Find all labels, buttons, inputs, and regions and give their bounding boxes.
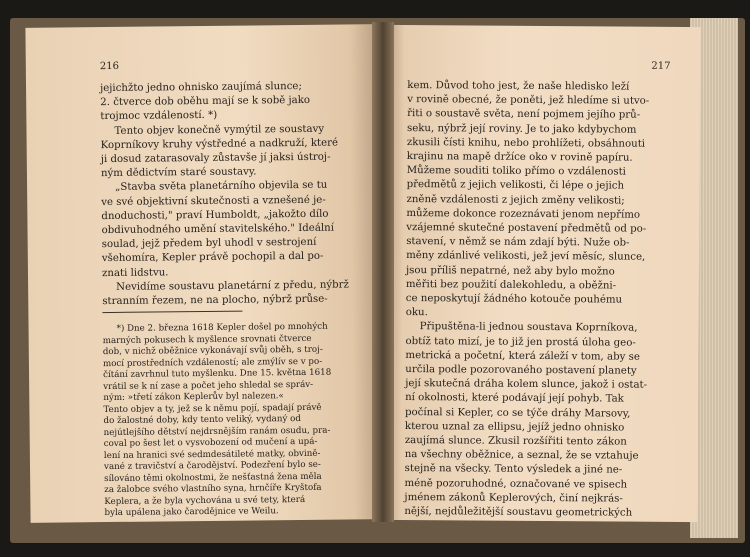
text-line: Můžeme souditi toliko přímo o vzdálenosti — [406, 165, 626, 178]
text-line: seku, nýbrž její roviny. Je to jako kdybychom — [406, 122, 637, 136]
left-page — [25, 24, 382, 523]
footnote-line: nejútlejšího dětství nejdrsnějším ranám osudu, pra- — [103, 425, 331, 438]
text-line: oku. — [405, 307, 428, 319]
footnote-line: vrátil se k ní zase a počet jeho shledal se správ- — [103, 379, 314, 392]
text-line: ji dosud zatarasovaly zůstavše jí jaksi ústroj- — [100, 151, 331, 166]
footnote-line: dob, v nichž oběžnice vykonávají svůj oběh, s troj- — [102, 344, 323, 358]
text-line: určila podle pozorovaného postavení planety — [405, 364, 637, 377]
left-page-number: 216 — [99, 60, 119, 73]
footnote-line: za žalobce svého vlastního syna, hrnčíře Kryštofa — [104, 482, 322, 496]
text-line: jsou příliš nepatrné, než aby bylo možno — [405, 264, 615, 278]
footnote-line: marných pokusech k myšlence srovnati čtverce — [102, 333, 312, 346]
text-line: vzájemné skutečné postavení předmětů od po- — [406, 222, 647, 235]
text-line: Nevidíme soustavu planetární z předu, nýbrž — [116, 279, 349, 293]
text-line: měřiti bez použití dalekohledu, a oběžni- — [405, 278, 617, 292]
text-line: všehomíra, Kepler právě pochopil a dal po- — [101, 251, 324, 265]
text-line: „Stavba světa planetárního objevila se tu — [115, 180, 328, 194]
footnote-line: Keplera, a že byla vychována u své tety, která — [104, 494, 306, 507]
footnote-line: do žalostné doby, kdy tento veliký, vydaný od — [103, 413, 301, 427]
text-line: metrická a početní, která záleží v tom, aby se — [405, 349, 640, 363]
text-line: kterou uznal za ellipsu, jejíž jedno ohnisko — [404, 420, 625, 434]
text-line: Koprníkovy kruhy výstředné a nadkruží, které — [100, 137, 339, 151]
footnote-line: ným: »třetí zákon Keplerův byl nalezen.« — [103, 391, 284, 404]
footnote-line: byla upálena jako čarodějnice ve Weilu. — [104, 506, 279, 519]
text-line: řiti o soustavě světa, není pojmem jejího prů- — [407, 108, 641, 122]
left-body-text — [100, 79, 364, 309]
text-line: měny zdánlivé velikosti, jež jeví měsíc, slunce, — [406, 250, 646, 264]
text-line: stranním řezem, ne na plocho, nýbrž průse- — [102, 293, 328, 308]
text-line: ce neposkytují žádného kotouče pouhému — [405, 293, 623, 306]
text-line: obdivuhodného umění stavitelského." Ideální — [101, 222, 335, 237]
text-line: jménem zákonů Keplerových, činí nejkrás- — [404, 491, 623, 505]
text-line: počínal si Kepler, co se týče dráhy Marsovy, — [404, 406, 631, 420]
text-line: jejichžto jedno ohnisko zaujímá slunce; — [100, 80, 302, 95]
footnote-line: lení na hranici své sedmdesátileté matky, obvině- — [103, 448, 321, 461]
text-line: obtíž tato mizí, je to již jen prostá úloha geo- — [405, 335, 636, 349]
right-page-number: 217 — [651, 60, 671, 72]
text-line: Připuštěna-li jednou soustava Koprníkova, — [419, 321, 638, 335]
footnote-text — [103, 321, 367, 519]
text-line: 2. čtverce dob oběhu mají se k sobě jako — [100, 95, 311, 109]
footnote-line: čítání zavrhnul tuto myšlenku. Dne 15. května 1618 — [103, 367, 332, 381]
text-line: zněně vzdálenosti z jejich změny velikosti; — [406, 193, 625, 207]
footnote-rule — [102, 311, 242, 313]
text-line: kem. Důvod toho jest, že naše hledisko leží — [407, 80, 630, 93]
footnote-line: coval po šest let o vysvobození od mučení a upá- — [103, 436, 318, 450]
text-line: ní okolnosti, které podávají její pohyb. Tak — [405, 392, 624, 406]
book-gutter — [372, 22, 394, 522]
right-page — [382, 25, 700, 522]
text-line: soulad, jejž předem byl uhodl v sestrojení — [101, 237, 317, 251]
text-line: dnoduchosti," praví Humboldt, „jakožto dílo — [101, 208, 329, 222]
text-line: zkusili čísti knihu, nebo prohlížeti, obsáhnouti — [406, 136, 646, 150]
text-line: stejně na všecky. Tento výsledek a jiné ne- — [404, 463, 623, 477]
text-line: předmětů z jejich velikosti, či lépe o jejich — [406, 179, 625, 192]
text-line: krajinu na mapě držíce oko v rovině papíru. — [406, 151, 633, 164]
text-line: v rovině obecné, že poněti, jež hledíme si utvo- — [407, 94, 650, 107]
text-line: znati lidstvu. — [101, 267, 169, 279]
text-line: nější, nejdůležitější soustavu geometrických — [404, 506, 633, 519]
text-line: zaujímá slunce. Zkusil rozšířiti tento zákon — [404, 435, 627, 448]
footnote-line: Tento objev a ty, jež se k němu pojí, spadají právě — [103, 402, 322, 415]
text-line: její skutečná dráha kolem slunce, jakož i ostat- — [405, 378, 648, 392]
text-line: na všechny oběžnice, a seznal, že se vztahuje — [404, 449, 639, 462]
footnote-line: mocí prostředních vzdáleností; ale zmýlív se v po- — [102, 356, 323, 369]
text-line: trojmoc vzdáleností. *) — [100, 110, 218, 123]
text-line: méně pozoruhodné, označované ve spisech — [404, 477, 628, 491]
right-body-text — [404, 79, 677, 521]
text-line: ve své objektivní skutečnosti a vznešené je- — [101, 194, 326, 208]
footnote-line: sílováno těmi okolnostmi, že nešťastná žena měla — [104, 471, 322, 484]
text-line: Tento objev konečně vymýtil ze soustavy — [114, 123, 325, 137]
text-line: stavení, v němž se nám zdají býti. Nuže ob- — [406, 236, 630, 249]
footnote-line: *) Dne 2. března 1618 Kepler došel po mnohých — [116, 321, 328, 334]
footnote-line: vané z travičství a čarodějství. Podezření bylo se- — [103, 459, 321, 473]
text-line: můžeme dokonce rozeznávati jenom nepřímo — [406, 207, 641, 221]
text-line: ným dědictvím staré soustavy. — [100, 166, 257, 180]
